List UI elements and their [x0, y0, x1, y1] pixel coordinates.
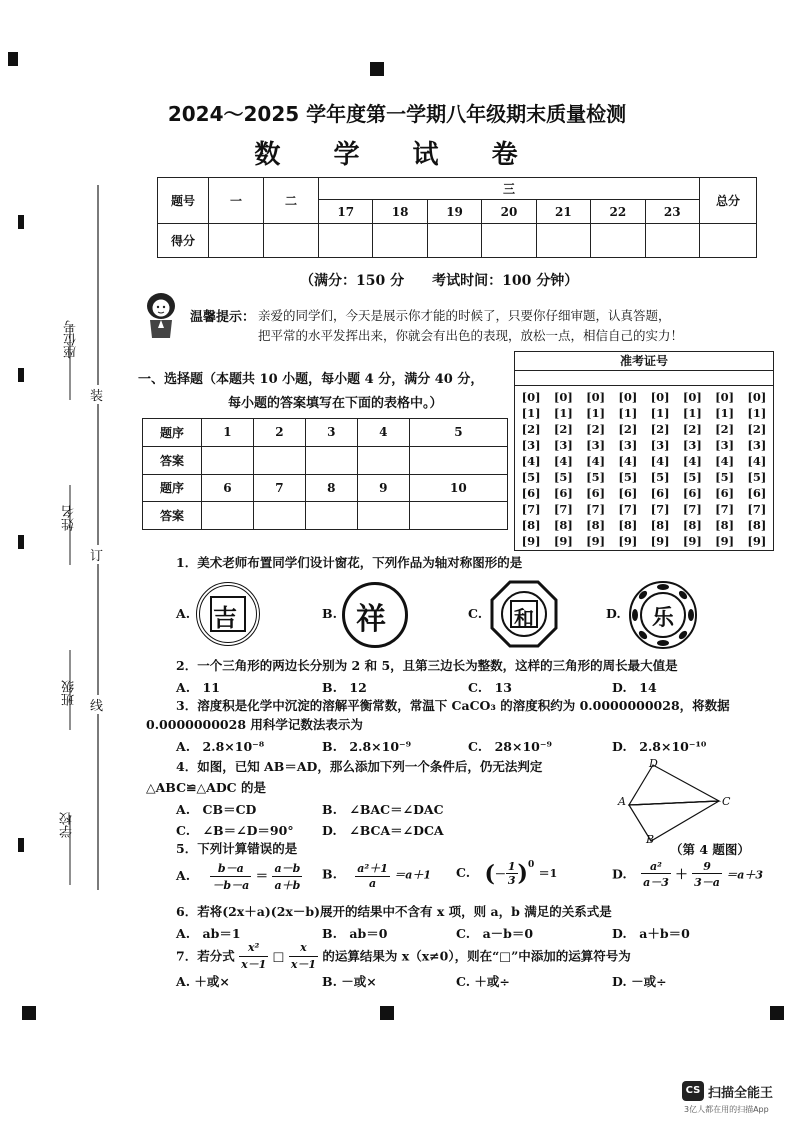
q7-post: 的运算结果为 x（x≠0），则在“□”中添加的运算符号为	[322, 948, 631, 964]
answer-cell[interactable]	[409, 446, 507, 474]
binding-ding: 订	[90, 545, 103, 564]
q5-label-a: A.	[176, 868, 191, 883]
school-label: 学校	[60, 812, 75, 838]
q4-point-c: C	[722, 795, 731, 808]
q4-option-b: B. ∠BAC＝∠DAC	[322, 802, 444, 817]
score-cell[interactable]	[373, 224, 427, 258]
answer-num: 9	[357, 474, 409, 502]
q7-frac-1	[239, 940, 268, 973]
admission-digit-bubble[interactable]: [3]	[586, 438, 606, 452]
name-label: 姓名	[62, 505, 77, 531]
admission-digit-bubble[interactable]: [9]	[682, 534, 702, 548]
q4-option-c: C. ∠B＝∠D＝90°	[176, 823, 294, 838]
admission-column	[618, 389, 637, 549]
q3-option-b: B. 2.8×10⁻⁹	[322, 739, 412, 754]
q5-a-den-1: －b－a	[212, 879, 250, 892]
admission-digit-bubble[interactable]: [5]	[682, 470, 702, 484]
answer-cell[interactable]	[253, 446, 305, 474]
admission-digit-bubble[interactable]: [6]	[650, 486, 670, 500]
answer-label: 题序	[143, 474, 202, 502]
corner-mark	[22, 1006, 36, 1020]
admission-digit-bubble[interactable]: [0]	[618, 390, 638, 404]
class-label: 班级	[62, 680, 77, 706]
q3-option-d: D. 2.8×10⁻¹⁰	[612, 739, 707, 754]
score-total: 总分	[700, 178, 757, 224]
q4-caption: （第 4 题图）	[670, 842, 750, 857]
admission-digit-bubble[interactable]: [0]	[586, 390, 606, 404]
answer-num: 4	[357, 419, 409, 447]
admission-write-row[interactable]	[515, 371, 773, 386]
answer-num: 7	[253, 474, 305, 502]
admission-digit-bubble[interactable]: [7]	[747, 502, 767, 516]
admission-digit-bubble[interactable]: [2]	[553, 422, 573, 436]
admission-column	[683, 389, 702, 549]
admission-digit-bubble[interactable]: [8]	[586, 518, 606, 532]
admission-digit-bubble[interactable]: [6]	[553, 486, 573, 500]
answer-num: 3	[305, 419, 357, 447]
q5-d-num-1: a²	[641, 860, 671, 874]
admission-column	[522, 389, 541, 549]
admission-digit-bubble[interactable]: [7]	[682, 502, 702, 516]
admission-digit-bubble[interactable]: [3]	[715, 438, 735, 452]
admission-column	[747, 389, 766, 549]
score-cell[interactable]	[700, 224, 757, 258]
q3-option-c: C. 28×10⁻⁹	[468, 739, 552, 754]
score-item: 22	[591, 200, 645, 224]
admission-digit-bubble[interactable]: [5]	[618, 470, 638, 484]
admission-digit-bubble[interactable]: [6]	[747, 486, 767, 500]
admission-digit-bubble[interactable]: [0]	[650, 390, 670, 404]
q5-c-den: 3	[507, 874, 516, 887]
q5-text: 5．下列计算错误的是	[176, 841, 298, 856]
admission-digit-bubble[interactable]: [7]	[650, 502, 670, 516]
corner-mark	[18, 215, 24, 229]
answer-cell[interactable]	[409, 502, 507, 530]
q2-option-a: A. 11	[176, 680, 220, 695]
admission-digit-bubble[interactable]: [0]	[682, 390, 702, 404]
q5-b-frac	[355, 860, 390, 890]
q7-option-d: D. －或÷	[612, 974, 667, 989]
exam-subtitle: 数 学 试 卷	[254, 140, 540, 170]
q1-char-d: 乐	[652, 606, 675, 631]
admission-digit-bubble[interactable]: [2]	[682, 422, 702, 436]
q2-option-d: D. 14	[612, 680, 657, 695]
admission-digit-bubble[interactable]: [2]	[586, 422, 606, 436]
binding-zhuang: 装	[90, 385, 103, 404]
q5-c-num: 1	[507, 860, 516, 873]
q7-option-c: C. ＋或÷	[456, 974, 510, 989]
score-cell[interactable]	[427, 224, 481, 258]
admission-digit-bubble[interactable]: [6]	[586, 486, 606, 500]
q1-label-c: C.	[468, 606, 483, 621]
admission-digit-bubble[interactable]: [3]	[682, 438, 702, 452]
q5-c-result: ＝1	[538, 867, 558, 880]
admission-digit-bubble[interactable]: [4]	[586, 454, 606, 468]
q7-frac-1-num: x²	[239, 940, 268, 957]
q5-d-den-1: a－3	[643, 876, 669, 889]
scanner-logo	[682, 1081, 704, 1101]
admission-digit-bubble[interactable]: [4]	[715, 454, 735, 468]
admission-digit-bubble[interactable]: [5]	[521, 470, 541, 484]
section1-heading-2: 每小题的答案填写在下面的表格中。）	[228, 396, 443, 411]
q7-frac-2	[289, 940, 318, 973]
admission-digit-bubble[interactable]: [2]	[747, 422, 767, 436]
score-item: 19	[427, 200, 481, 224]
corner-mark	[18, 535, 24, 549]
q5-b-result: ＝a＋1	[394, 868, 432, 882]
q7-pre: 7．若分式	[176, 948, 235, 964]
answer-num: 6	[202, 474, 254, 502]
admission-digit-bubble[interactable]: [9]	[553, 534, 573, 548]
tip-line-2: 把平常的水平发挥出来，你就会有出色的表现，放松一点，相信自己的实力！	[258, 328, 684, 343]
q5-a-num-2: a－b	[274, 862, 301, 875]
q5-b-num: a²＋1	[357, 862, 388, 875]
answer-cell[interactable]	[253, 502, 305, 530]
admission-digit-bubble[interactable]: [2]	[521, 422, 541, 436]
admission-digit-bubble[interactable]: [8]	[553, 518, 573, 532]
admission-column	[715, 389, 734, 549]
answer-label: 答案	[143, 502, 202, 530]
admission-digit-bubble[interactable]: [5]	[715, 470, 735, 484]
q4-line-1: 4．如图，已知 AB＝AD，那么添加下列一个条件后，仍无法判定	[176, 759, 543, 774]
q5-c-frac	[506, 860, 518, 887]
answer-cell[interactable]	[202, 446, 254, 474]
q5-d-result: ＝a＋3	[726, 868, 764, 882]
admission-digit-bubble[interactable]: [8]	[715, 518, 735, 532]
score-item: 18	[373, 200, 427, 224]
answer-num: 5	[409, 419, 507, 447]
admission-column	[554, 389, 573, 549]
score-cell[interactable]	[645, 224, 699, 258]
q5-label-c: C.	[456, 865, 471, 880]
seat-label: 座位号	[64, 320, 79, 359]
q5-a-den-2: a＋b	[274, 879, 301, 892]
scanner-brand: 扫描全能王	[708, 1086, 774, 1101]
admission-digit-bubble[interactable]: [9]	[747, 534, 767, 548]
q7-frac-2-num: x	[289, 940, 318, 957]
admission-digit-bubble[interactable]: [2]	[650, 422, 670, 436]
admission-digit-bubble[interactable]: [5]	[747, 470, 767, 484]
tip-label: 温馨提示：	[190, 310, 256, 325]
q2-text: 2．一个三角形的两边长分别为 2 和 5，且第三边长为整数，这样的三角形的周长最大值是	[176, 658, 678, 673]
admission-digit-bubble[interactable]: [8]	[521, 518, 541, 532]
admission-digit-bubble[interactable]: [0]	[747, 390, 767, 404]
q6-option-d: D. a＋b＝0	[612, 926, 690, 941]
section1-heading-1: 一、选择题（本题共 10 小题，每小题 4 分，满分 40 分，	[138, 372, 484, 387]
score-section-3: 三	[319, 178, 700, 200]
q4-point-a: A	[618, 795, 626, 808]
admission-digit-bubble[interactable]: [0]	[715, 390, 735, 404]
score-cell[interactable]	[591, 224, 645, 258]
corner-mark	[18, 838, 24, 852]
q4-point-b: B	[646, 833, 655, 846]
admission-digit-bubble[interactable]: [5]	[553, 470, 573, 484]
q7-option-a: A. ＋或×	[176, 974, 230, 989]
q7-option-b: B. －或×	[322, 974, 377, 989]
admission-digit-bubble[interactable]: [4]	[682, 454, 702, 468]
q1-char-a: 吉	[213, 604, 237, 632]
corner-mark	[370, 62, 384, 76]
q7-frac-2-den: x－1	[290, 958, 317, 971]
binding-xian: 线	[90, 695, 103, 714]
admission-digit-bubble[interactable]: [4]	[747, 454, 767, 468]
admission-digit-bubble[interactable]: [6]	[682, 486, 702, 500]
score-item: 21	[536, 200, 590, 224]
q6-option-a: A. ab＝1	[176, 926, 241, 941]
q5-label-d: D.	[612, 866, 627, 882]
q5-a-frac-1	[210, 860, 251, 893]
q6-text: 6．若将(2x＋a)(2x－b)展开的结果中不含有 x 项，则 a，b 满足的关系式是	[176, 904, 612, 919]
admission-digit-bubble[interactable]: [7]	[618, 502, 638, 516]
admission-digit-bubble[interactable]: [4]	[618, 454, 638, 468]
admission-digit-bubble[interactable]: [9]	[650, 534, 670, 548]
q2-option-b: B. 12	[322, 680, 367, 695]
answer-cell[interactable]	[305, 446, 357, 474]
admission-digit-bubble[interactable]: [2]	[715, 422, 735, 436]
q4-option-d: D. ∠BCA＝∠DCA	[322, 823, 444, 838]
admission-digit-bubble[interactable]: [1]	[747, 406, 767, 420]
admission-digit-bubble[interactable]: [7]	[553, 502, 573, 516]
score-item: 17	[319, 200, 373, 224]
q5-option-d: D. $\frac{\text{a²}}{a-3}$ ＋ $\frac{9}{3-a}$ ＝a＋3	[612, 860, 764, 889]
q2-option-c: C. 13	[468, 680, 512, 695]
q7-text	[176, 940, 631, 973]
q3-option-a: A. 2.8×10⁻⁸	[176, 739, 265, 754]
q4-point-d: D	[649, 757, 658, 770]
score-item: 23	[645, 200, 699, 224]
admission-box	[514, 351, 774, 551]
answer-label: 答案	[143, 446, 202, 474]
admission-digit-bubble[interactable]: [3]	[553, 438, 573, 452]
q6-option-b: B. ab＝0	[322, 926, 388, 941]
admission-digit-bubble[interactable]: [1]	[586, 406, 606, 420]
tip-line-1: 亲爱的同学们，今天是展示你才能的时候了，只要你仔细审题，认真答题，	[258, 308, 671, 323]
answer-num: 8	[305, 474, 357, 502]
q4-option-a: A. CB＝CD	[176, 802, 257, 817]
admission-digit-bubble[interactable]: [5]	[586, 470, 606, 484]
score-row-label: 得分	[158, 224, 209, 258]
admission-digit-bubble[interactable]: [9]	[715, 534, 735, 548]
score-table-label: 题号	[158, 178, 209, 224]
corner-mark	[8, 52, 18, 66]
admission-digit-bubble[interactable]: [5]	[650, 470, 670, 484]
q4-line-2: △ABC≌△ADC 的是	[146, 780, 266, 795]
admission-digit-bubble[interactable]: [0]	[553, 390, 573, 404]
binding-lines	[60, 185, 110, 895]
admission-column	[651, 389, 670, 549]
q1-char-c: 和	[514, 606, 534, 630]
admission-digit-bubble[interactable]: [9]	[586, 534, 606, 548]
admission-digit-bubble[interactable]: [1]	[715, 406, 735, 420]
admission-digit-bubble[interactable]: [4]	[650, 454, 670, 468]
q7-frac-1-den: x－1	[241, 958, 267, 971]
q5-option-c: C. (－ $\frac{1}{3}$ )$^0$ ＝1	[456, 860, 558, 887]
admission-digit-bubble[interactable]: [9]	[521, 534, 541, 548]
admission-digit-bubble[interactable]: [7]	[715, 502, 735, 516]
admission-digit-bubble[interactable]: [4]	[553, 454, 573, 468]
admission-title: 准考证号	[515, 352, 773, 371]
q5-a-frac-2	[272, 860, 302, 893]
answer-cell[interactable]	[202, 502, 254, 530]
admission-column	[586, 389, 605, 549]
admission-digit-bubble[interactable]: [1]	[521, 406, 541, 420]
corner-mark	[770, 1006, 784, 1020]
scanner-logo-text: CS	[685, 1085, 701, 1096]
answer-cell[interactable]	[357, 502, 409, 530]
answer-table	[142, 418, 508, 530]
q5-option-b	[322, 860, 431, 890]
q7-box: □	[272, 948, 285, 964]
admission-digit-bubble[interactable]: [1]	[553, 406, 573, 420]
admission-digit-bubble[interactable]: [2]	[618, 422, 638, 436]
admission-digit-bubble[interactable]: [3]	[747, 438, 767, 452]
q5-label-b: B.	[322, 866, 337, 882]
admission-digit-bubble[interactable]: [6]	[521, 486, 541, 500]
score-table	[157, 177, 757, 258]
score-item: 20	[482, 200, 536, 224]
score-cell[interactable]	[319, 224, 373, 258]
q5-d-num-2: 9	[692, 860, 722, 874]
admission-digit-bubble[interactable]: [8]	[747, 518, 767, 532]
q5-option-a: A. $\frac{b-a}{-b-a}$ ＝ $\frac{a-b}{a+b}$	[176, 862, 301, 892]
score-cell[interactable]	[209, 224, 264, 258]
score-col-2: 二	[264, 178, 319, 224]
admission-digit-bubble[interactable]: [8]	[682, 518, 702, 532]
q5-d-den-2: 3－a	[694, 876, 720, 889]
score-cell[interactable]	[536, 224, 590, 258]
admission-digit-bubble[interactable]: [1]	[618, 406, 638, 420]
admission-digit-bubble[interactable]: [3]	[618, 438, 638, 452]
q1-label-a: A.	[176, 606, 191, 621]
admission-digit-bubble[interactable]: [7]	[521, 502, 541, 516]
answer-num: 10	[409, 474, 507, 502]
admission-digit-bubble[interactable]: [9]	[618, 534, 638, 548]
admission-digit-bubble[interactable]: [4]	[521, 454, 541, 468]
q5-b-den: a	[369, 877, 377, 890]
teacher-avatar	[140, 290, 182, 340]
corner-mark	[18, 368, 24, 382]
admission-digit-bubble[interactable]: [8]	[650, 518, 670, 532]
q5-a-num-1: b－a	[210, 860, 251, 877]
answer-label: 题序	[143, 419, 202, 447]
q1-char-b: 祥	[356, 602, 386, 637]
q6-option-c: C. a－b＝0	[456, 926, 534, 941]
corner-mark	[380, 1006, 394, 1020]
admission-digit-bubble[interactable]: [3]	[650, 438, 670, 452]
score-cell[interactable]	[482, 224, 536, 258]
score-cell[interactable]	[264, 224, 319, 258]
q5-d-frac-2	[692, 860, 722, 890]
q1-text: 1．美术老师布置同学们设计窗花，下列作品为轴对称图形的是	[176, 555, 523, 570]
answer-num: 2	[253, 419, 305, 447]
admission-digit-bubble[interactable]: [8]	[618, 518, 638, 532]
admission-digit-bubble[interactable]: [7]	[586, 502, 606, 516]
q3-line-2: 0.0000000028 用科学记数法表示为	[146, 717, 363, 732]
answer-cell[interactable]	[305, 502, 357, 530]
exam-title: 2024～2025 学年度第一学期八年级期末质量检测	[167, 102, 627, 126]
scanner-slogan: 3亿人都在用的扫描App	[684, 1105, 769, 1114]
answer-cell[interactable]	[357, 446, 409, 474]
q3-line-1: 3．溶度积是化学中沉淀的溶解平衡常数，常温下 CaCO₃ 的溶度积约为 0.0000000028，将数据	[176, 698, 730, 713]
exam-info: （满分：150 分 考试时间：100 分钟）	[300, 273, 579, 289]
admission-digit-bubble[interactable]: [1]	[682, 406, 702, 420]
admission-digit-grid[interactable]	[515, 386, 773, 549]
admission-digit-bubble[interactable]: [6]	[618, 486, 638, 500]
admission-digit-bubble[interactable]: [3]	[521, 438, 541, 452]
answer-num: 1	[202, 419, 254, 447]
q1-label-b: B.	[322, 606, 337, 621]
admission-digit-bubble[interactable]: [1]	[650, 406, 670, 420]
q1-label-d: D.	[606, 606, 621, 621]
q5-d-frac-1	[641, 860, 671, 890]
admission-digit-bubble[interactable]: [0]	[521, 390, 541, 404]
admission-digit-bubble[interactable]: [6]	[715, 486, 735, 500]
score-col-1: 一	[209, 178, 264, 224]
